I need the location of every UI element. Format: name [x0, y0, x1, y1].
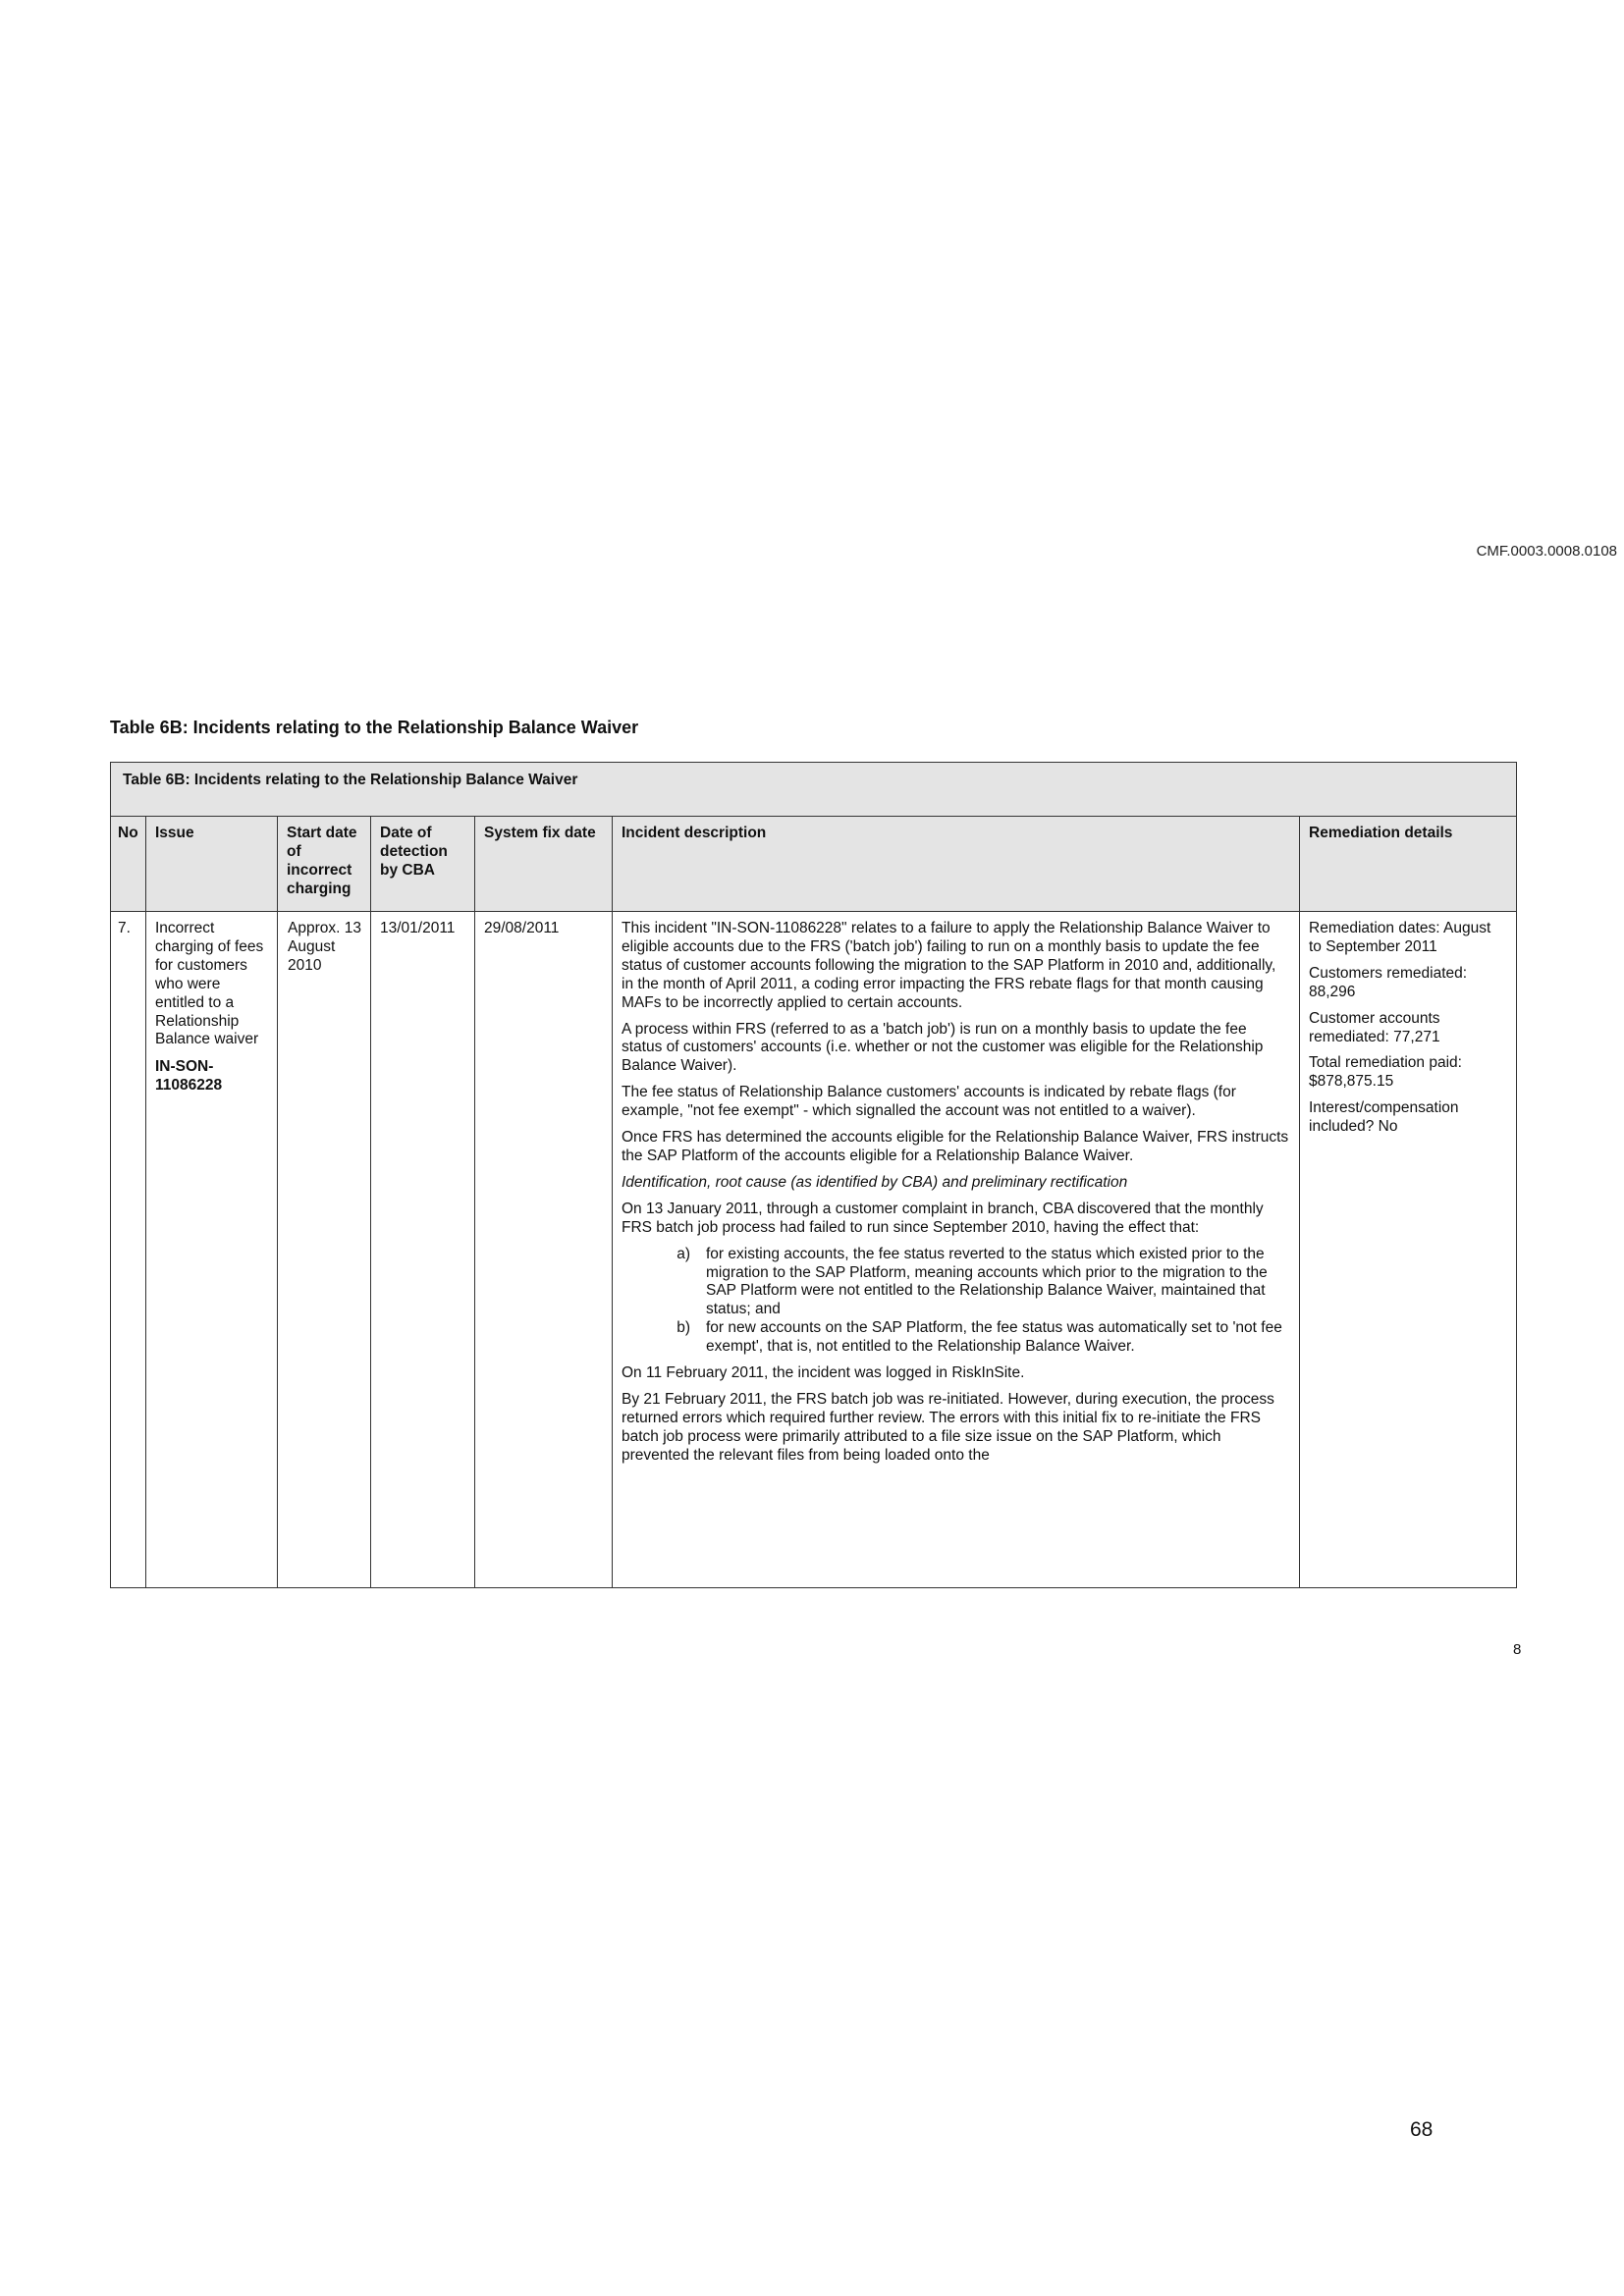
remediation-accounts: Customer accounts remediated: 77,271 [1309, 1009, 1440, 1045]
col-header-system-fix: System fix date [475, 817, 613, 912]
system-fix-cell: 29/08/2011 [475, 912, 613, 1588]
document-id: CMF.0003.0008.0108 [1476, 543, 1617, 560]
start-date-cell: Approx. 13 August 2010 [278, 912, 371, 1588]
incidents-table [110, 762, 1517, 1588]
description-paragraph: On 11 February 2011, the incident was logged in RiskInSite. [622, 1364, 1025, 1382]
issue-cell [146, 912, 278, 1588]
list-item [622, 1319, 1290, 1357]
list-item-text: for existing accounts, the fee status reverted to the status which existed prior to the migration to the SAP Platform, meaning accounts which prior to the migration to the SAP Platform were not entitled to the Relationship Balance Waiver, maintained that status; and [706, 1245, 1268, 1318]
description-paragraph: Once FRS has determined the accounts eligible for the Relationship Balance Waiver, FRS instructs the SAP Platform of the accounts eligible for a Relationship Balance Waiver. [622, 1129, 1289, 1164]
col-header-no: No [111, 817, 146, 912]
description-cell [613, 912, 1300, 1588]
page-number: 8 [1513, 1641, 1522, 1658]
description-subheading: Identification, root cause (as identified by CBA) and preliminary rectification [622, 1173, 1128, 1191]
remediation-interest: Interest/compensation included? No [1309, 1099, 1459, 1136]
description-paragraph: The fee status of Relationship Balance customers' accounts is indicated by rebate flags (for example, "not fee exempt" - which signalled the account was not entitled to a waiver). [622, 1084, 1236, 1120]
detection-date-cell: 13/01/2011 [371, 912, 475, 1588]
description-paragraph: A process within FRS (referred to as a 'batch job') is run on a monthly basis to update the fee status of customers' accounts (i.e. whether or not the customer was eligible for the Relationship Balance Waiver). [622, 1020, 1264, 1075]
description-paragraph: This incident "IN-SON-11086228" relates to a failure to apply the Relationship Balance Waiver to eligible accounts due to the FRS ('batch job') failing to run on a monthly basis to update the fee status of customer accounts following the migration to the SAP Platform in 2010 and, additionally, in the month of April 2011, a coding error impacting the FRS rebate flags for that month causing MAFs to be incorrectly applied to certain accounts. [622, 920, 1276, 1011]
table-row [111, 912, 1517, 1588]
issue-code: IN-SON-11086228 [155, 1058, 223, 1095]
remediation-paid: Total remediation paid: $878,875.15 [1309, 1054, 1462, 1091]
issue-text: Incorrect charging of fees for customers who were entitled to a Relationship Balance waiver [155, 920, 264, 1048]
footer-page-number: 68 [1410, 2118, 1434, 2141]
description-paragraph: By 21 February 2011, the FRS batch job was re-initiated. However, during execution, the process returned errors which required further review. The errors with this initial fix to re-initiate the FRS batch job process were primarily attributed to a file size issue on the SAP Platform, which prevented the relevant files from being loaded onto the [622, 1390, 1274, 1464]
col-header-detection-date: Date of detection by CBA [371, 817, 475, 912]
list-item-text: for new accounts on the SAP Platform, the fee status was automatically set to 'not fee exempt', that is, not entitled to the Relationship Balance Waiver. [706, 1319, 1282, 1356]
table-caption: Table 6B: Incidents relating to the Relationship Balance Waiver [111, 763, 1517, 817]
col-header-start-date: Start date of incorrect charging [278, 817, 371, 912]
table-title: Table 6B: Incidents relating to the Relationship Balance Waiver [110, 718, 639, 737]
remediation-customers: Customers remediated: 88,296 [1309, 964, 1468, 1000]
col-header-issue: Issue [146, 817, 278, 912]
description-paragraph: On 13 January 2011, through a customer complaint in branch, CBA discovered that the monthly FRS batch job process had failed to run since September 2010, having the effect that: [622, 1200, 1264, 1236]
table-header-row [111, 817, 1517, 912]
remediation-dates: Remediation dates: August to September 2011 [1309, 920, 1491, 955]
row-number: 7. [111, 912, 146, 1588]
remediation-cell [1300, 912, 1517, 1588]
col-header-remediation: Remediation details [1300, 817, 1517, 912]
effects-list [622, 1246, 1290, 1357]
list-marker: a) [677, 1245, 690, 1262]
col-header-description: Incident description [613, 817, 1300, 912]
list-marker: b) [677, 1319, 690, 1337]
list-item [622, 1246, 1290, 1320]
